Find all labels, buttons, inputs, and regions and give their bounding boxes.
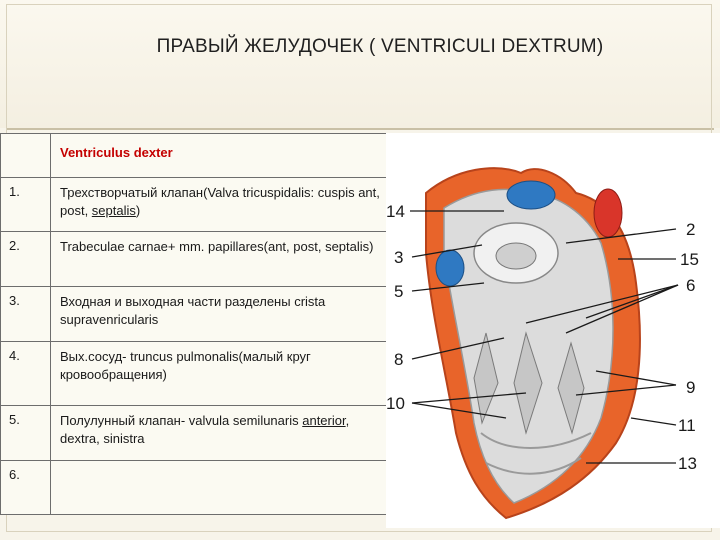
label-5: 5 bbox=[394, 282, 404, 301]
table-row bbox=[1, 178, 388, 232]
row-text: Trabeculae carnae+ mm. papillares(ant, post, septalis) bbox=[51, 232, 388, 287]
row-text: Вых.сосуд- truncus pulmonalis(малый круг кровообращения) bbox=[51, 342, 388, 406]
row-text-underlined: anterior bbox=[302, 413, 346, 428]
row-number: 1. bbox=[1, 178, 51, 232]
row-number: 6. bbox=[1, 461, 51, 515]
row-text bbox=[51, 406, 388, 461]
label-14: 14 bbox=[386, 202, 405, 221]
ventricle-table bbox=[0, 133, 388, 515]
heart-illustration bbox=[386, 133, 720, 528]
table-row bbox=[1, 406, 388, 461]
valve-inner bbox=[496, 243, 536, 269]
row-number: 2. bbox=[1, 232, 51, 287]
heart-diagram bbox=[386, 133, 720, 528]
row-text-main: Трехстворчатый клапан(Valva tricuspidalis: cuspis ant, post, bbox=[60, 185, 380, 218]
row-text-underlined: septalis bbox=[91, 203, 136, 218]
label-10: 10 bbox=[386, 394, 405, 413]
label-6: 6 bbox=[686, 276, 696, 295]
table-row bbox=[1, 461, 388, 515]
vessel-blue-left bbox=[436, 250, 464, 286]
table-row bbox=[1, 232, 388, 287]
row-number: 4. bbox=[1, 342, 51, 406]
vessel-red-right bbox=[594, 189, 622, 237]
row-text bbox=[51, 461, 388, 515]
label-13: 13 bbox=[678, 454, 697, 473]
row-text: Входная и выходная части разделены crista supravenricularis bbox=[51, 287, 388, 342]
table-row bbox=[1, 287, 388, 342]
slide-title: ПРАВЫЙ ЖЕЛУДОЧЕК ( VENTRICULI DEXTRUM) bbox=[156, 36, 604, 57]
label-8: 8 bbox=[394, 350, 404, 369]
label-3: 3 bbox=[394, 248, 404, 267]
row-number: 5. bbox=[1, 406, 51, 461]
row-text-tail: ) bbox=[135, 203, 141, 218]
row-number: 3. bbox=[1, 287, 51, 342]
label-15: 15 bbox=[680, 250, 699, 269]
row-text-tail: , dextra, sinistra bbox=[60, 413, 350, 446]
table-header-num-cell bbox=[1, 134, 51, 178]
table-heading: Ventriculus dexter bbox=[51, 134, 388, 178]
table-header-row bbox=[1, 134, 388, 178]
label-9: 9 bbox=[686, 378, 696, 397]
label-2: 2 bbox=[686, 220, 696, 239]
label-11: 11 bbox=[678, 416, 696, 435]
row-text-main: Полулунный клапан- valvula semilunaris bbox=[60, 413, 303, 428]
row-text bbox=[51, 178, 388, 232]
vessel-blue-top bbox=[507, 181, 555, 209]
table-row bbox=[1, 342, 388, 406]
